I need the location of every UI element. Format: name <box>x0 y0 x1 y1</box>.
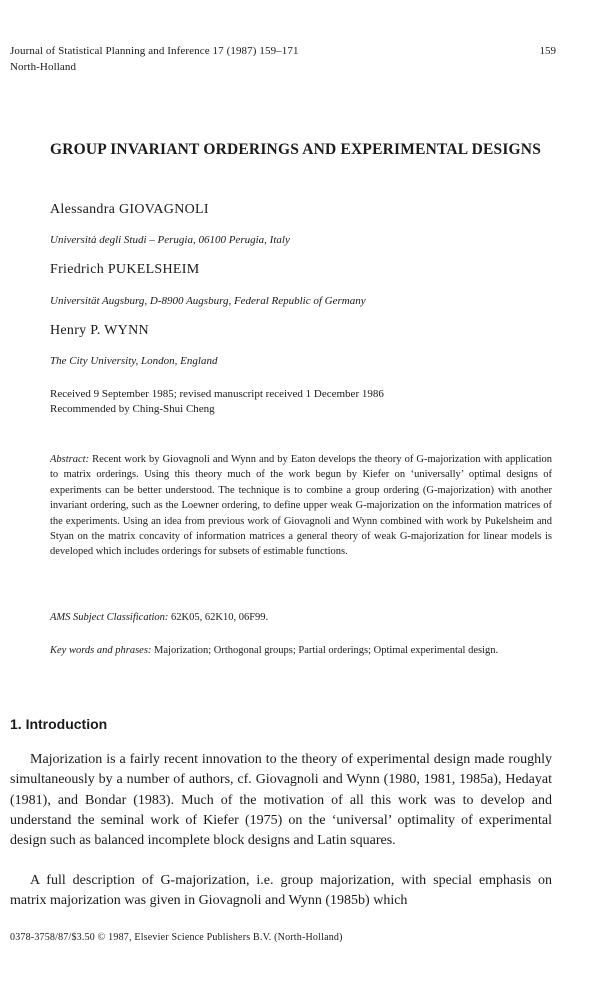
author-affiliation: The City University, London, England <box>50 355 218 367</box>
author-name: Henry P. WYNN <box>50 323 149 338</box>
section-heading: 1. Introduction <box>10 716 108 732</box>
abstract <box>50 452 552 560</box>
keywords <box>50 643 552 658</box>
keywords-text: Majorization; Orthogonal groups; Partial orderings; Optimal experimental design. <box>154 645 499 656</box>
page-number: 159 <box>539 45 556 57</box>
abstract-text: Recent work by Giovagnoli and Wynn and by Eaton develops the theory of G-majorization with application to matrix orderings. Using this theory much of the work begun by Kiefer on ‘universally’ optimal designs of experiments can be better understood. The technique is to combine a group ordering (G-majorization) with another invariant ordering, such as the Loewner ordering, to define upper weak G-majorization on the information matrices of the experiments. Using an idea from previous work of Giovagnoli and Wynn combined with work by Pukelsheim and Styan on the matrix concavity of information matrices a general theory of weak G-majorization for linear models is developed which includes orderings for subsets of estimable functions. <box>50 454 553 558</box>
author-name: Friedrich PUKELSHEIM <box>50 262 200 277</box>
copyright-footer: 0378-3758/87/$3.50 © 1987, Elsevier Science Publishers B.V. (North-Holland) <box>10 932 343 943</box>
publisher-line: North-Holland <box>10 61 77 73</box>
ams-label: AMS Subject Classification: <box>50 612 169 623</box>
body-paragraph: A full description of G-majorization, i.e. group majorization, with special emphasis on matrix majorization was given in Giovagnoli and Wynn (1985b) which <box>10 873 552 909</box>
paper-title: GROUP INVARIANT ORDERINGS AND EXPERIMENTAL DESIGNS <box>50 141 542 158</box>
journal-citation: Journal of Statistical Planning and Inference 17 (1987) 159–171 <box>10 45 299 57</box>
ams-classification <box>50 612 268 623</box>
author-affiliation: Universität Augsburg, D-8900 Augsburg, Federal Republic of Germany <box>50 295 366 307</box>
received-dates: Received 9 September 1985; revised manuscript received 1 December 1986 <box>50 388 384 400</box>
keywords-label: Key words and phrases: <box>50 645 152 656</box>
recommended-by: Recommended by Ching-Shui Cheng <box>50 403 215 415</box>
author-name: Alessandra GIOVAGNOLI <box>50 202 209 217</box>
ams-codes: 62K05, 62K10, 06F99. <box>171 612 269 623</box>
body-paragraph: Majorization is a fairly recent innovation to the theory of experimental design made roughly simultaneously by a number of authors, cf. Giovagnoli and Wynn (1980, 1981, 1985a), Hedayat (1981), and Bondar (1983). Much of the motivation of all this work was to develop and understand the seminal work of Kiefer (1975) on the ‘universal’ optimality of experimental design such as balanced incomplete block designs and Latin squares. <box>10 752 552 849</box>
received-info <box>50 387 384 417</box>
abstract-label: Abstract: <box>50 454 90 465</box>
author-affiliation: Università degli Studi – Perugia, 06100 Perugia, Italy <box>50 234 290 246</box>
